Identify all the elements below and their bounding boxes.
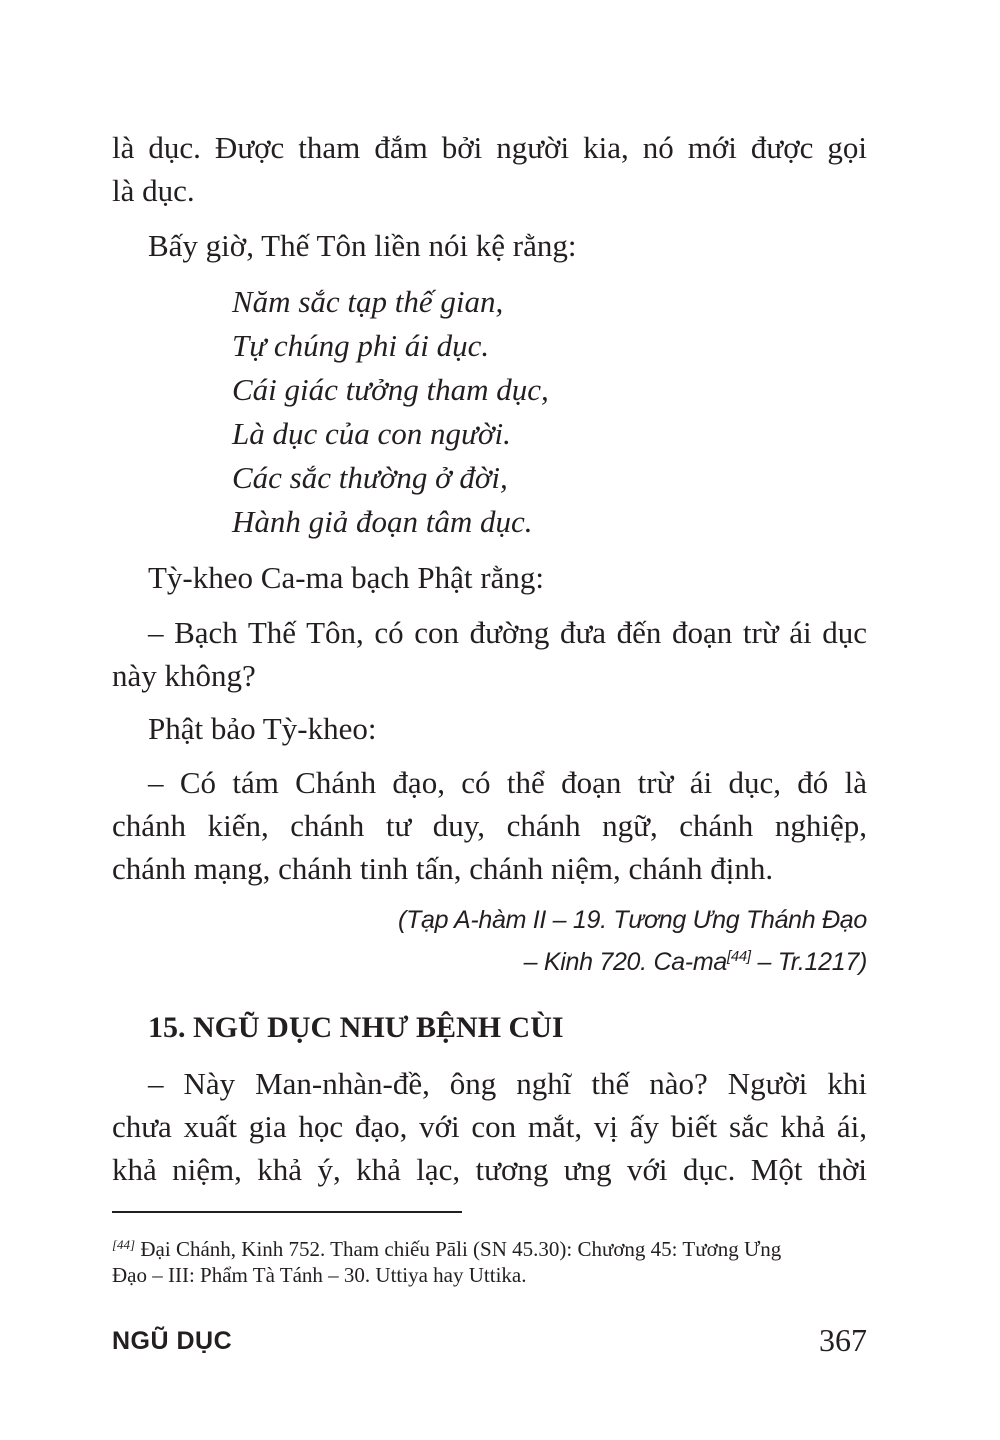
body-line: – Bạch Thế Tôn, có con đường đưa đến đoạn trừ ái dục: [148, 615, 867, 650]
body-line: Tỳ-kheo Ca-ma bạch Phật rằng:: [148, 560, 544, 595]
verse-line: Năm sắc tạp thế gian,: [232, 284, 504, 319]
body-line: Bấy giờ, Thế Tôn liền nói kệ rằng:: [148, 228, 577, 263]
running-title: NGŨ DỤC: [112, 1327, 233, 1355]
body-line: – Có tám Chánh đạo, có thể đoạn trừ ái dục, đó là: [148, 765, 867, 800]
verse-line: Các sắc thường ở đời,: [232, 460, 508, 495]
body-line: chánh kiến, chánh tư duy, chánh ngữ, chánh nghiệp,: [112, 808, 867, 843]
footnote-line: Đạo – III: Phẩm Tà Tánh – 30. Uttiya hay Uttika.: [112, 1263, 527, 1287]
body-line: – Này Man-nhàn-đề, ông nghĩ thế nào? Người khi: [148, 1066, 867, 1101]
verse-line: Cái giác tưởng tham dục,: [232, 372, 549, 407]
body-line: là dục.: [112, 173, 195, 208]
footnote-line: [44] Đại Chánh, Kinh 752. Tham chiếu Pāli (SN 45.30): Chương 45: Tương Ưng: [112, 1237, 782, 1261]
page-number: 367: [819, 1322, 867, 1358]
footnote-reference: [44]: [726, 948, 751, 965]
verse-line: Là dục của con người.: [232, 416, 511, 451]
citation-line: – Kinh 720. Ca-ma[44] – Tr.1217): [523, 948, 867, 976]
body-line: chánh mạng, chánh tinh tấn, chánh niệm, chánh định.: [112, 851, 774, 886]
body-line: khả niệm, khả ý, khả lạc, tương ưng với dục. Một thời: [112, 1152, 867, 1187]
body-line: chưa xuất gia học đạo, với con mắt, vị ấy biết sắc khả ái,: [112, 1109, 867, 1144]
body-line: này không?: [112, 658, 256, 693]
verse-line: Hành giả đoạn tâm dục.: [232, 504, 533, 539]
body-line: Phật bảo Tỳ-kheo:: [148, 711, 377, 746]
section-heading: 15. NGŨ DỤC NHƯ BỆNH CÙI: [148, 1011, 564, 1044]
footnote-marker: [44]: [112, 1237, 136, 1252]
citation-line: (Tạp A-hàm II – 19. Tương Ưng Thánh Đạo: [398, 906, 867, 934]
footnote-divider: [112, 1211, 462, 1213]
body-line: là dục. Được tham đắm bởi người kia, nó mới được gọi: [112, 130, 867, 165]
verse-line: Tự chúng phi ái dục.: [232, 328, 490, 363]
